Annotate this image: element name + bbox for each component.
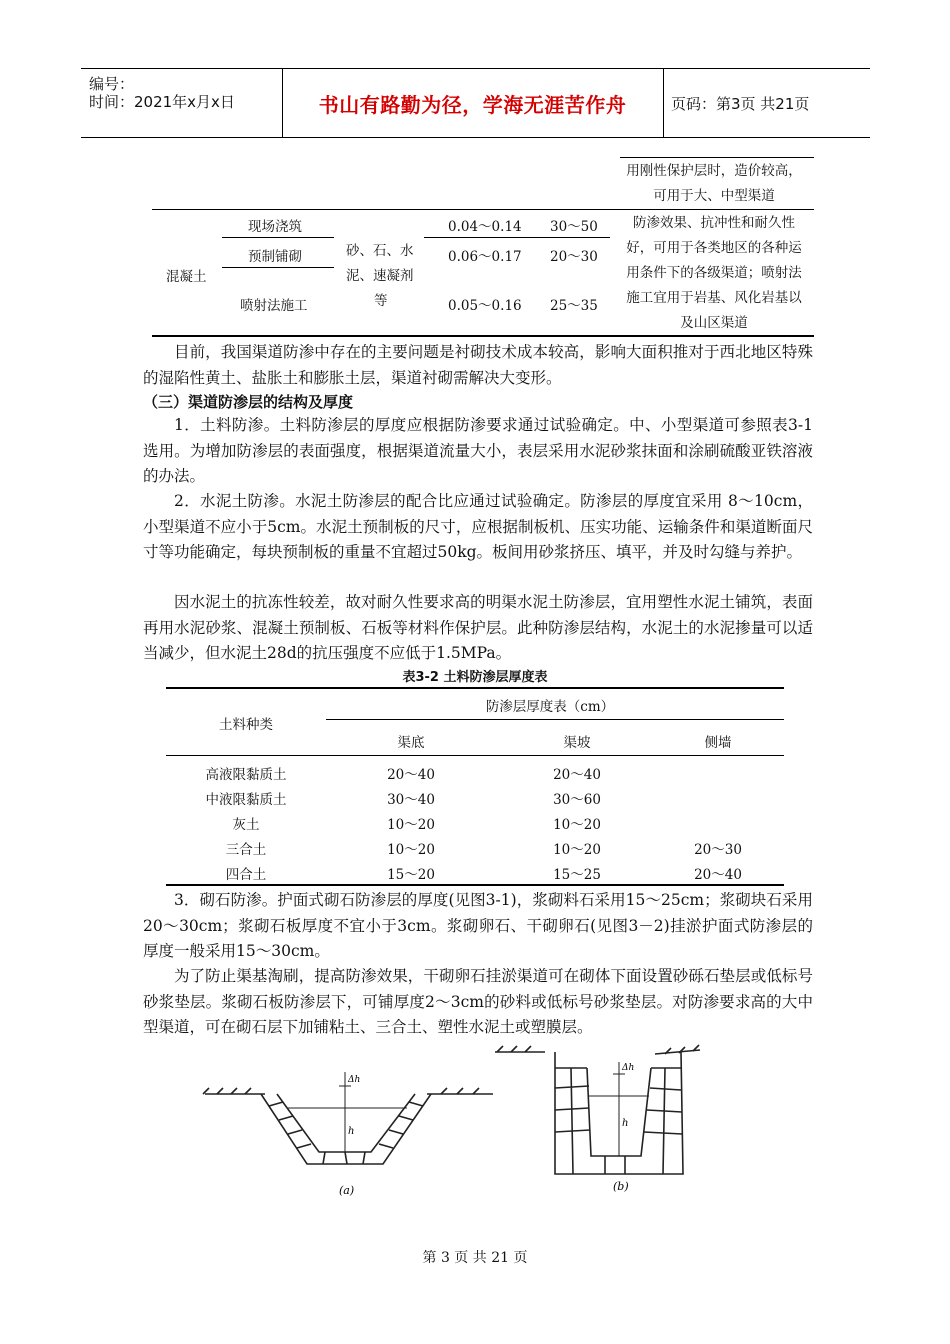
freeboard-label-a: Δh [348,1075,361,1085]
table-rule [326,719,784,720]
table-rule [222,267,334,268]
table-cell-bottom: 10～20 [387,842,435,858]
table-note-cont-2: 可用于大、中型渠道 [653,188,775,204]
header-bottom: 渠底 [397,735,425,751]
header-page-label: 页码：第3页 共21页 [671,94,810,113]
section-heading: （三）渠道防渗层的结构及厚度 [143,393,354,411]
table-cell-soil: 中液限黏质土 [205,792,287,808]
header-thickness-group: 防渗层厚度表（cm） [485,699,615,715]
header-wall: 侧墙 [704,735,732,751]
table-note-line: 用条件下的各级渠道；喷射法 [626,265,802,281]
table-rule [166,755,784,756]
years-cell: 20～30 [550,249,598,265]
table-top-rule [166,687,784,689]
table-bottom-rule [152,335,814,337]
page-footer: 第 3 页 共 21 页 [422,1250,528,1266]
table-cell-slope: 30～60 [553,792,601,808]
table-cell-bottom: 10～20 [387,817,435,833]
depth-label-b: h [622,1118,629,1129]
ingredient-line: 等 [374,293,388,309]
table-cell-soil: 四合土 [225,867,267,883]
method-cell: 喷射法施工 [240,298,308,314]
table-cell-wall: 20～40 [694,867,742,883]
table-note-cont-1: 用刚性保护层时，造价较高， [626,163,802,179]
table-cell-wall: 20～30 [694,842,742,858]
freeboard-label-b: Δh [622,1063,635,1073]
table-rule [620,157,814,158]
header-soil-type: 土料种类 [219,717,273,733]
thickness-cell: 0.06～0.17 [448,249,522,265]
material-cell: 混凝土 [166,269,207,285]
table-3-2 [166,687,784,885]
table-rule [222,237,334,238]
table-cell-slope: 15～25 [553,867,601,883]
method-cell: 预制铺砌 [248,249,302,265]
table-note-line: 防渗效果、抗冲性和耐久性 [633,215,795,231]
channel-section-figure [195,1042,715,1202]
table-cell-soil: 灰土 [232,817,260,833]
time-label: 时间：2021年x月x日 [89,93,235,111]
figure-label-a: (a) [339,1184,355,1197]
table-note-line: 及山区渠道 [680,315,748,331]
table-bottom-rule [166,884,784,886]
paragraph-problems: 目前，我国渠道防渗中存在的主要问题是衬砌技术成本较高，影响大面积推对于西北地区特殊的湿陷性黄土、盐胀土和膨胀土层，渠道衬砌需解决大变形。 [143,343,813,387]
ingredient-line: 泥、速凝剂 [346,268,414,284]
table-cell-soil: 高液限黏质土 [205,767,287,783]
paragraph-scour: 为了防止渠基淘刷，提高防渗效果，干砌卵石挂淤渠道可在砌体下面设置砂砾石垫层或低标号砂浆垫层。浆砌石板防渗层下，可铺厚度2～3cm的砂料或低标号砂浆垫层。对防渗要求高的大中型渠道，可在砌石层下加铺粘土、三合土、塑性水泥土或塑膜层。 [143,967,813,1036]
method-cell: 现场浇筑 [248,219,302,235]
table-cell-bottom: 15～20 [387,867,435,883]
table-rule [424,237,610,238]
paragraph-frost: 因水泥土的抗冻性较差，故对耐久性要求高的明渠水泥土防渗层，宜用塑性水泥土铺筑，表面再用水泥砂浆、混凝土预制板、石板等材料作保护层。此种防渗层结构，水泥土的水泥掺量可以适当减少，但水泥土28d的抗压强度不应低于1.5MPa。 [143,593,813,662]
header-slope: 渠坡 [563,735,591,751]
table-rule [152,209,814,210]
section-a-drawing [203,1072,493,1164]
section-b-drawing [495,1045,700,1174]
table-note-line: 施工宜用于岩基、风化岩基以 [626,290,802,306]
table-cell-bottom: 20～40 [387,767,435,783]
thickness-cell: 0.04～0.14 [448,219,522,235]
table-cell-soil: 三合土 [225,842,267,858]
table-note-line: 好，可用于各类地区的各种运 [626,240,802,256]
years-cell: 25～35 [550,298,598,314]
figure-label-b: (b) [613,1180,629,1193]
table-cell-slope: 20～40 [553,767,601,783]
ingredient-line: 砂、石、水 [346,243,414,259]
table-3-2-caption: 表3-2 土料防渗层厚度表 [402,670,548,685]
table-cell-slope: 10～20 [553,842,601,858]
paragraph-masonry: 3．砌石防渗。护面式砌石防渗层的厚度(见图3-1)，浆砌料石采用15～25cm；浆砌块石采用20～30cm；浆砌石板厚度不宜小于3cm。浆砌卵石、干砌卵石(见图3－2)挂淤护面式防渗层的厚度一般采用15～30cm。 [143,891,813,960]
thickness-cell: 0.05～0.16 [448,298,522,314]
years-cell: 30～50 [550,219,598,235]
number-label: 编号： [89,75,135,93]
header-meta [81,69,283,137]
header-motto: 书山有路勤为径，学海无涯苦作舟 [282,69,664,137]
table-cell-slope: 10～20 [553,817,601,833]
depth-label-a: h [348,1126,355,1137]
paragraph-soil-seepage: 1．土料防渗。土料防渗层的厚度应根据防渗要求通过试验确定。中、小型渠道可参照表3-1选用。为增加防渗层的表面强度，根据渠道流量大小，表层采用水泥砂浆抹面和涂刷硫酸亚铁溶液的办法。 [143,416,813,485]
page-header [81,68,870,138]
table-3-1-fragment [152,157,814,337]
paragraph-soil-cement: 2．水泥土防渗。水泥土防渗层的配合比应通过试验确定。防渗层的厚度宜采用 8～10cm，小型渠道不应小于5cm。水泥土预制板的尺寸，应根据制板机、压实功能、运输条件和渠道断面尺寸等功能确定，每块预制板的重量不宜超过50kg。板间用砂浆挤压、填平，并及时勾缝与养护。 [143,492,813,561]
table-cell-bottom: 30～40 [387,792,435,808]
